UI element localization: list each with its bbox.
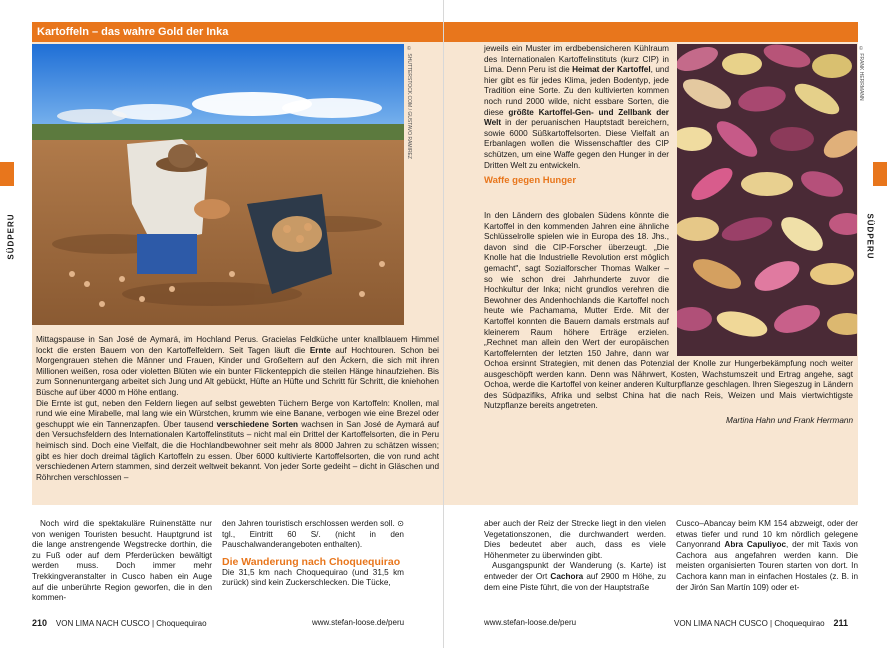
right-col2-text-2: , der mit Taxis von Cachora aus angefahren werden kann. Die meisten organisierten Touren starten von dort. In Cachora kann man in einfachen Hostales (z. B. in der Jirón San Martín 109) oder et- (676, 540, 858, 592)
box-right-body (484, 211, 853, 359)
farmer-photo-svg (32, 44, 404, 325)
box-subheading: Waffe gegen Hunger (484, 175, 577, 187)
right-col2-text: Cusco–Abancay beim KM 154 abzweigt, oder der etwas tiefer und rund 10 km nördlich gelegene Canyonrand (676, 519, 858, 550)
author-signature: Martina Hahn und Frank Herrmann (726, 415, 853, 425)
box-title: Kartoffeln – das wahre Gold der Inka (32, 22, 443, 42)
right-col1-paragraph: aber auch der Reiz der Strecke liegt in den vielen Vegetationszonen, die durchwandert werden. Dies bedeutet aber auch, dass es viele Höhenmeter zu überwinden gibt. (484, 519, 666, 560)
right-col1-text: Ausgangspunkt der Wanderung (s. Karte) ist entweder der Ort (484, 561, 666, 581)
box-para2-part-1: Die Ernte ist gut, neben den Feldern liegen auf selbst gewebten Tüchern Berge von Kartoffeln: Knollen, mal rund wie eine Mirabelle, mal lang wie ein Würstchen, krumm wie eine Banane, verbogen wie eine Brezel oder geschuppt wie ein Tannenzapfen. Über tausend (36, 398, 439, 429)
box-right-para2: In den Ländern des globalen Südens könnte die Kartoffel in den kommenden Jahren eine ähnliche Schlüsselrolle spielen wie in Europa des 18. Jhs., davon sind die CIP-Forscher überzeugt. „Die Knolle hat die Industrielle Revolution erst möglich gemacht", sagt Sozialforscher Thomas Walker – so wie schon drei Jahrhunderte zuvor die Hochkultur der Inka; nicht grundlos verehren die Bewohner des Andenhochlands die Kartoffel noch heute wie Pachamama, Mutter Erde. Mit der Kartoffel konnten die Bauern damals erstmals auf kleinerem Raum höhere Erträge erzielen. „Rechnet man allein den Wert der europäischen Kartoffelernten der letzten 150 Jahre, dann war (484, 211, 669, 358)
box-para2-bold: verschiedene Sorten (216, 419, 299, 429)
footer-url-left: www.stefan-loose.de/peru (312, 618, 405, 627)
side-label-left: SÜDPERU (6, 213, 16, 260)
footer-subsection-right: Choquequirao (774, 619, 825, 628)
page-number-right: 211 (833, 618, 849, 628)
photo-credit-2: © FRANK HERRMANN (858, 46, 864, 101)
right-column-2 (676, 519, 858, 593)
caption-part-2: auf Hochtouren. Schon bei Morgengrauen stehen die Männer und Frauen, Kinder und Großeltern auf den Äckern, die sich mit ihren Millionen weißen, rosa oder violetten Blüten wie ein bunter Flickenteppich die steilen Hänge hinaufziehen. Bis zum Sonnenuntergang arbeitet sich Jung und Alt gebückt, Hüfte an Hüfte und Schritt für Schritt, die kniehohen Büsche auf über 4000 m Höhe entlang. (36, 345, 439, 397)
box-right-text-1: jeweils ein Muster im erdbebensicheren Kühlraum des Internationalen Kartoffelinstituts (kurz CIP) in Lima. Denn Peru ist die (484, 44, 669, 75)
right-column-1 (484, 519, 666, 593)
box-right-para2-wrap (484, 211, 669, 359)
box-title-bar-right (444, 22, 858, 42)
right-page (444, 0, 887, 648)
box-right-bold-1: Heimat der Kartoffel (572, 65, 651, 75)
left-column-1 (32, 519, 212, 604)
right-col1-bold: Cachora (550, 571, 584, 581)
side-tab-right (873, 162, 887, 186)
footer-url-right: www.stefan-loose.de/peru (484, 618, 577, 627)
box-right-column (484, 44, 669, 187)
box-para2-part-2: wachsen in San José de Aymará auf den Versuchsfeldern des Internationalen Kartoffelinstituts – nicht mal ein Drittel der Kartoffelsorten, die in Peru heimisch sind. Doch eine Vielfalt, die die Hochlandbewohner seit mehr als 8000 Jahren zu schätzen wissen; gibt es hier doch dreimal täglich Kartoffeln zu essen. Über 6000 kultivierte Kartoffelsorten, die von rund acht verschiedenen Artern stammen, sind derzeit weltweit bekannt. Von jeder Sorte gedeiht – dicht in Gläschen und Röhrchen verschlossen – (36, 419, 439, 482)
left-col2-paragraph: den Jahren touristisch erschlossen werden soll. ⊙ tgl., Eintritt 60 S/. (nicht in den Pauschalwanderangeboten enthalten). (222, 519, 404, 550)
page-number: 210 (32, 618, 48, 628)
box-right-para3: Ochoa ersinnt Strategien, mit denen das Potenzial der Knolle zur Hungerbekämpfung noch weiter ausgeschöpft werden kann. Denn was Nährwert, Kosten, Wachstumszeit und Ertrag angehe, sagt Ochoa, werde die Kartoffel von keiner anderen Kulturpflanze geschlagen. Ihren Siegeszug in Ländern des Südpazifiks, Afrika und selbst China hat die nach Reis, Weizen und Mais viertwichtigste Nutzpflanze bereits angetreten. (484, 359, 853, 411)
left-col1-paragraph: Noch wird die spektakuläre Ruinenstätte nur von wenigen Touristen besucht. Hauptgrund ist die lange anstrengende Wegstrecke dorthin, die zu Fuß oder auf dem Pferderücken bewältigt werden muss. Doch immer mehr Trekkingveranstalter in Cusco haben ein Auge auf die unberührte Region geworfen, die in den kommen- (32, 519, 212, 603)
side-label-right: SÜDPERU (865, 213, 875, 260)
right-col1-text-2: auf 2900 m Höhe, zu dem eine Piste führt, die von der Hauptstraße (484, 571, 666, 592)
footer-right: VON LIMA NACH CUSCO | Choquequirao 211 (674, 618, 849, 628)
footer-left: 210 VON LIMA NACH CUSCO | Choquequirao (32, 618, 207, 628)
side-tab-left (0, 162, 14, 186)
caption-bold: Ernte (309, 345, 331, 355)
section-heading: Die Wanderung nach Choquequirao (222, 555, 401, 568)
box-right-text-2: , und hier gibt es für jedes Klima, jeden Bodentyp, jede Tradition eine Sorte. Zu den kultivierten kommen noch rund 2000 wilde, nicht essbare Sorten, die diese (484, 65, 669, 117)
left-page (0, 0, 443, 648)
caption-part-1: Mittagspause in San José de Aymará, im Hochland Perus. Gracielas Feldküche unter knallblauem Himmel lockt die ersten Bauern von den Kartoffelfeldern. Seit Tagen läuft die (36, 335, 439, 355)
photo-credit: © SHUTTERSTOCK.COM / GUSTAVO RAMIREZ (406, 46, 412, 159)
box-right-bold-2: größte Kartoffel-Gen- und Zellbank der Welt (484, 107, 669, 128)
right-col2-bold: Abra Capuliyoc (724, 540, 787, 550)
left-col2-paragraph-2: Die 31,5 km nach Choquequirao (und 31,5 km zurück) sind kein Zuckerschlecken. Die Tücke, (222, 567, 404, 588)
footer-section: VON LIMA NACH CUSCO (55, 619, 150, 628)
box-right-text-3: in der peruanischen Hauptstadt bereichern, sowie 6000 Süßkartoffelsorten. Diese Vielfalt an Erbanlagen wollen die Wissenschaftler des CIP schützen, um eine Waffe gegen den Hunger in der Dritten Welt zu entwickeln. (484, 118, 669, 170)
footer-section-right: VON LIMA NACH CUSCO (674, 619, 768, 628)
right-col1-paragraph-2 (484, 561, 666, 593)
footer-subsection: Choquequirao (156, 619, 207, 628)
left-column-2 (222, 519, 404, 589)
farmer-photo (32, 44, 404, 325)
box-right-wide (484, 359, 853, 479)
caption-text (36, 335, 439, 483)
